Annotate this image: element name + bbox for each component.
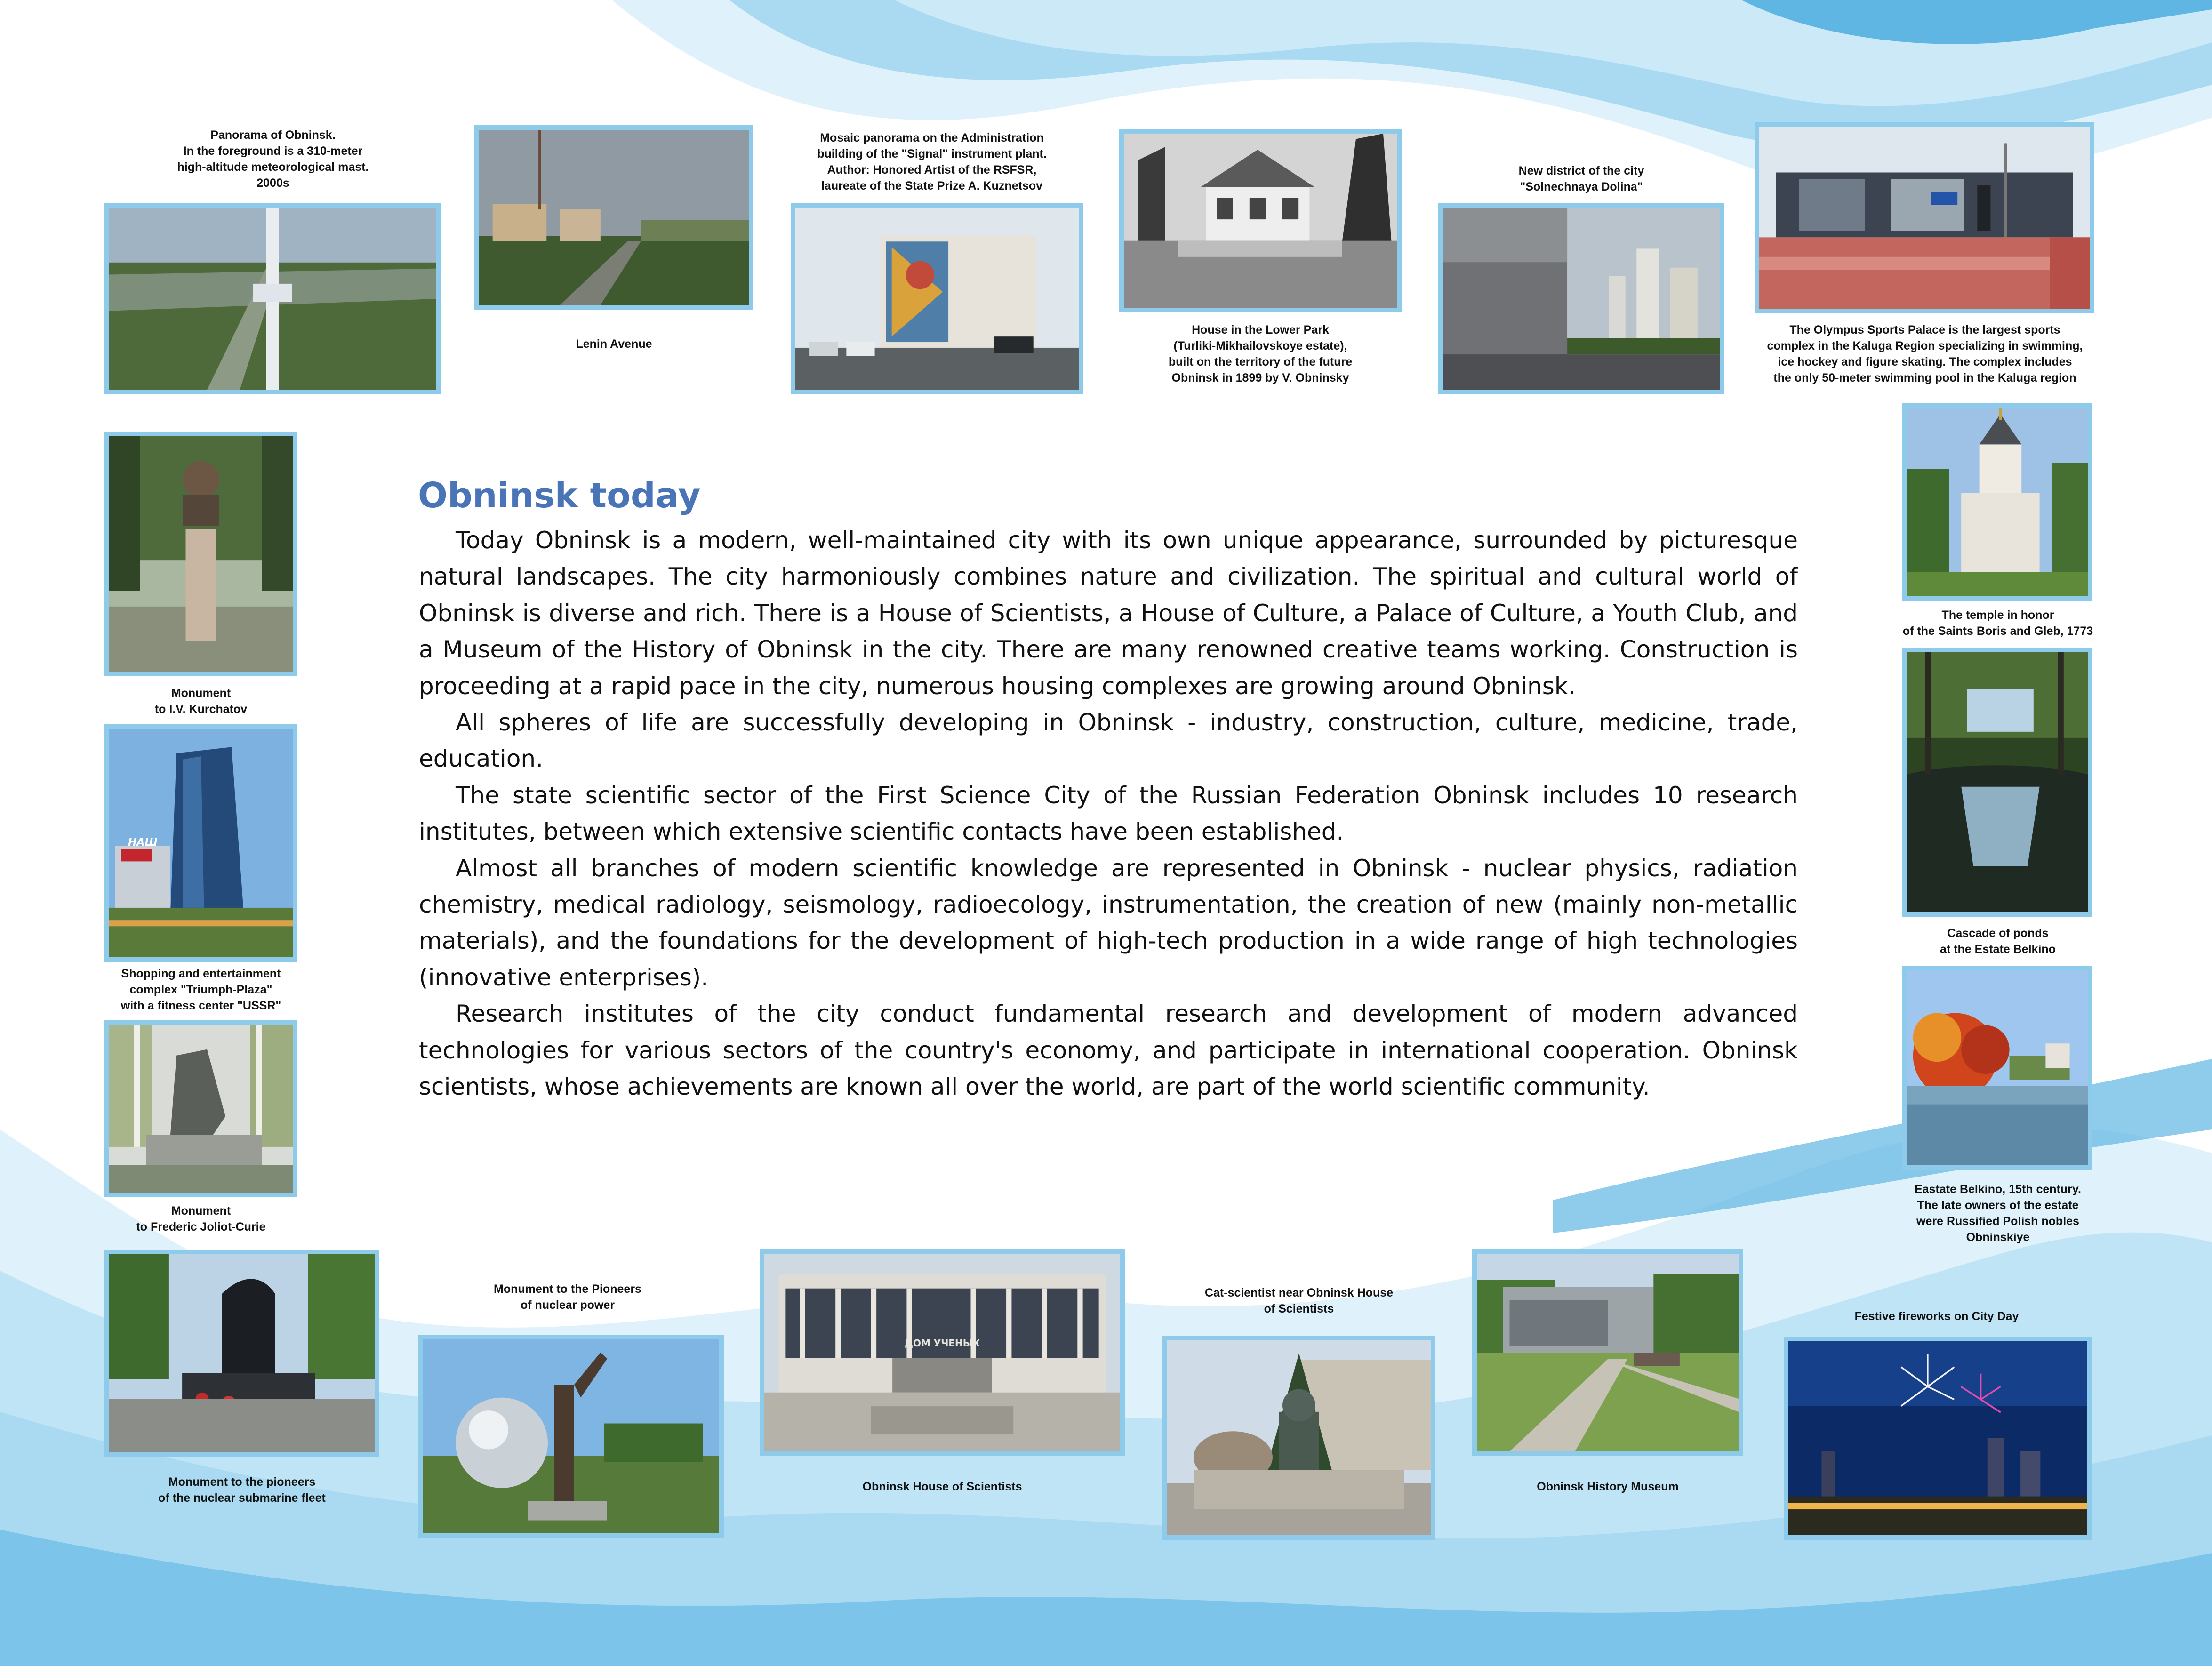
photo-joliot-curie bbox=[104, 1020, 297, 1197]
photo-panorama bbox=[104, 203, 441, 394]
caption-house-scientists: Obninsk House of Scientists bbox=[862, 1480, 1022, 1493]
photo-pioneers-nuclear bbox=[418, 1335, 724, 1538]
sign-dom-uchenykh: ДОМ УЧЕНЫХ bbox=[905, 1338, 980, 1349]
caption-joliot-curie: Monument to Frederic Joliot-Curie bbox=[136, 1204, 266, 1233]
photo-history-museum bbox=[1472, 1249, 1743, 1456]
caption-panorama: Panorama of Obninsk. In the foreground is a 310-meter high-altitude meteorological mast. 2000s bbox=[177, 128, 369, 190]
photo-ponds bbox=[1902, 648, 2092, 917]
photo-olympus bbox=[1755, 122, 2094, 313]
caption-triumph: Shopping and entertainment complex "Triumph-Plaza" with a fitness center "USSR" bbox=[120, 967, 281, 1012]
photo-cat-scientist bbox=[1162, 1336, 1435, 1540]
photo-kurchatov bbox=[104, 432, 297, 676]
sign-nash: НАШ bbox=[128, 837, 158, 849]
caption-mosaic: Mosaic panorama on the Administration building of the "Signal" instrument plant. Author: Honored Artist of the RSFSR, laureate of the State Prize A. Kuznetsov bbox=[817, 131, 1047, 192]
photo-mosaic bbox=[791, 203, 1083, 394]
caption-submarine: Monument to the pioneers of the nuclear submarine fleet bbox=[158, 1475, 326, 1505]
photo-triumph bbox=[104, 724, 297, 962]
caption-fireworks: Festive fireworks on City Day bbox=[1854, 1310, 2019, 1323]
photo-temple bbox=[1902, 403, 2092, 601]
paragraph: Today Obninsk is a modern, well-maintained city with its own unique appearance, surrounded by picturesque natural landscapes. The city harmoniously combines nature and civilization. The spiritual and cultural world of Obninsk is diverse and rich. There is a House of Scientists, a House of Culture, a Palace of Culture, a Youth Club, and a Museum of the History of Obninsk in the city. There are many renowned creative teams working. Construction is proceeding at a rapid pace in the city, numerous housing complexes are growing around Obninsk. bbox=[419, 527, 1798, 700]
caption-cat-scientist: Cat-scientist near Obninsk House of Scientists bbox=[1204, 1286, 1394, 1315]
caption-history-museum: Obninsk History Museum bbox=[1537, 1480, 1679, 1493]
paragraph: All spheres of life are successfully developing in Obninsk - industry, construction, culture, medicine, trade, education. bbox=[419, 709, 1798, 773]
caption-belkino: Eastate Belkino, 15th century. The late owners of the estate were Russified Polish nobles Obninskiye bbox=[1915, 1183, 2081, 1244]
photo-fireworks bbox=[1784, 1337, 2092, 1540]
caption-pioneers-nuclear: Monument to the Pioneers of nuclear power bbox=[494, 1282, 641, 1312]
photo-lenin-avenue bbox=[474, 125, 753, 310]
paragraph: Almost all branches of modern scientific knowledge are represented in Obninsk - nuclear physics, radiation chemistry, medical radiology, seismology, radioecology, instrumentation, the creation of new (mainly non-metallic materials), and the foundations for the development of high-tech production in a wide range of high technologies (innovative enterprises). bbox=[419, 854, 1798, 991]
caption-temple: The temple in honor of the Saints Boris and Gleb, 1773 bbox=[1902, 609, 2093, 638]
photo-house-scientists bbox=[760, 1249, 1125, 1456]
caption-kurchatov: Monument to I.V. Kurchatov bbox=[154, 687, 248, 716]
caption-new-district: New district of the city "Solnechnaya Dolina" bbox=[1518, 164, 1644, 193]
body-text bbox=[419, 522, 1798, 1105]
caption-ponds: Cascade of ponds at the Estate Belkino bbox=[1940, 927, 2056, 956]
photo-belkino bbox=[1902, 966, 2092, 1170]
caption-lenin-avenue: Lenin Avenue bbox=[576, 337, 652, 351]
paragraph: The state scientific sector of the First Science City of the Russian Federation Obninsk includes 10 research institutes, between which extensive scientific contacts have been established. bbox=[419, 781, 1798, 846]
paragraph: Research institutes of the city conduct fundamental research and development of modern advanced technologies for various sectors of the country's economy, and participate in international cooperation. Obninsk scientists, whose achievements are known all over the world, are part of the world scientific community. bbox=[419, 1000, 1798, 1101]
photo-lower-park bbox=[1119, 129, 1402, 312]
photo-new-district bbox=[1438, 203, 1724, 394]
caption-lower-park: House in the Lower Park (Turliki-Mikhailovskoye estate), built on the territory of the future Obninsk in 1899 by V. Obninsky bbox=[1168, 323, 1353, 384]
caption-olympus: The Olympus Sports Palace is the largest sports complex in the Kaluga Region specializing in swimming, ice hockey and figure skating. The complex includes the only 50-meter swimming pool in the Kaluga region bbox=[1767, 323, 2083, 384]
photo-submarine bbox=[104, 1250, 379, 1457]
page-title: Obninsk today bbox=[418, 475, 701, 516]
